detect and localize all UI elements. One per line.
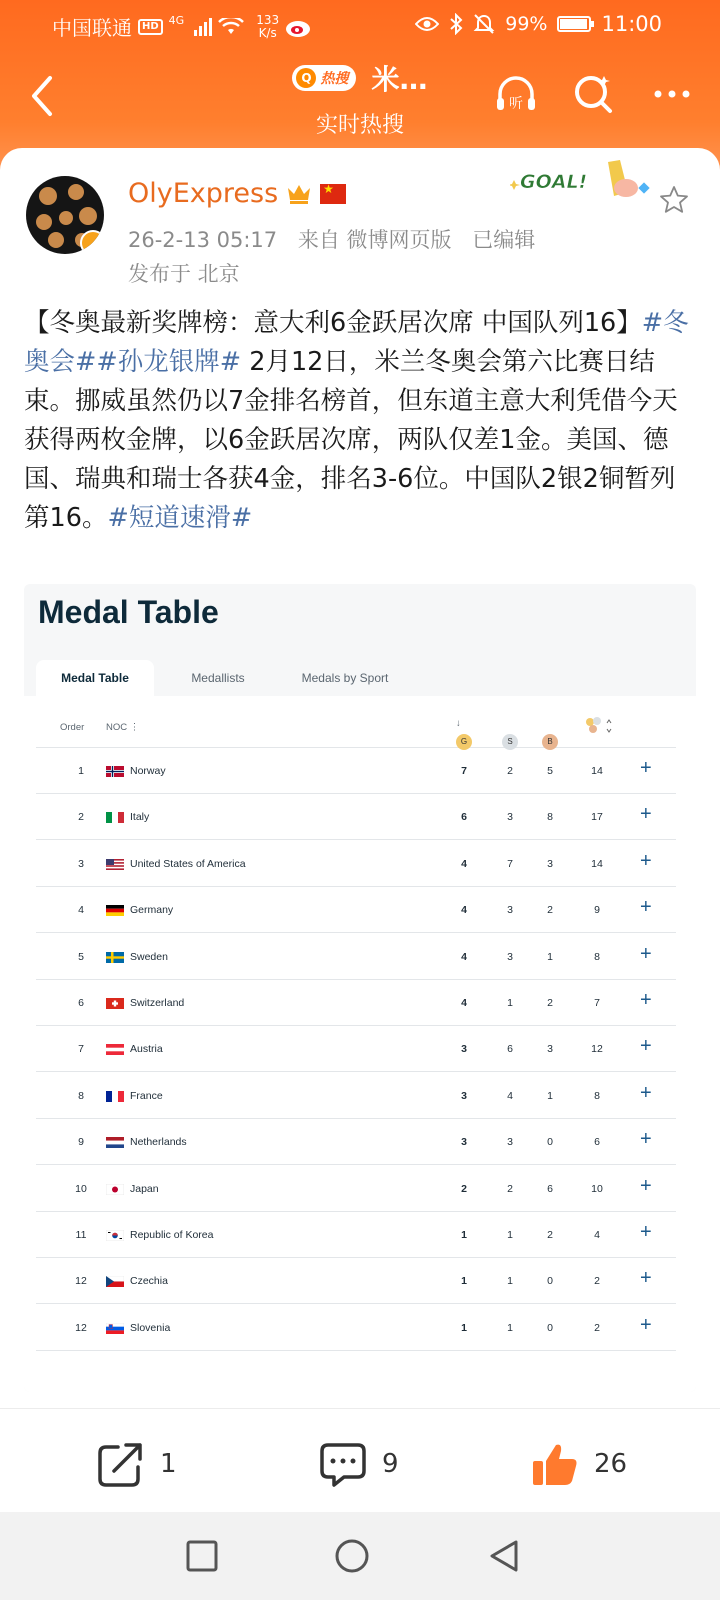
row-bronze: 2: [547, 997, 553, 1009]
italy-flag-icon: [106, 812, 124, 823]
row-total: 14: [591, 765, 603, 777]
weibo-icon: [285, 15, 313, 39]
row-gold: 4: [461, 857, 467, 870]
column-total[interactable]: [584, 716, 614, 739]
network-type: 4G: [168, 14, 185, 27]
row-total: 8: [594, 1089, 600, 1102]
row-silver: 2: [507, 1182, 513, 1195]
row-country: Italy: [130, 811, 150, 824]
battery-icon: [557, 16, 591, 32]
row-order: 6: [78, 997, 84, 1009]
netherlands-flag-icon: [106, 1137, 124, 1148]
row-total: 2: [594, 1275, 600, 1288]
row-country: France: [130, 1089, 163, 1102]
expand-plus-icon[interactable]: +: [640, 942, 652, 965]
row-bronze: 3: [547, 1043, 553, 1056]
username[interactable]: OlyExpress: [128, 178, 279, 209]
hashtag-winter-olympics[interactable]: #冬奥会#: [24, 308, 689, 377]
row-order: 9: [78, 1136, 84, 1149]
row-gold: 1: [461, 1229, 467, 1241]
post-location: 发布于 北京: [128, 262, 240, 286]
vip-crown-icon: [286, 182, 312, 206]
tab-medals-by-sport[interactable]: Medals by Sport: [301, 671, 389, 685]
row-gold: 6: [461, 811, 467, 824]
row-bronze: 2: [547, 1229, 553, 1241]
silver-medal-icon: S: [502, 734, 518, 750]
row-order: 8: [78, 1089, 84, 1102]
search-icon[interactable]: [570, 70, 618, 118]
post-meta: [128, 224, 535, 254]
medal-table-tabs: [36, 660, 682, 696]
row-bronze: 0: [547, 1321, 553, 1334]
row-country: Japan: [130, 1182, 159, 1195]
row-bronze: 2: [547, 904, 553, 917]
row-total: 10: [591, 1182, 603, 1195]
speed-value: 133: [256, 12, 280, 27]
table-row[interactable]: [36, 794, 676, 840]
row-silver: 2: [507, 765, 513, 777]
expand-plus-icon[interactable]: +: [640, 1035, 652, 1058]
table-row[interactable]: [36, 1119, 676, 1165]
row-total: 2: [594, 1321, 600, 1334]
row-gold: 2: [461, 1182, 467, 1195]
row-total: 4: [594, 1229, 600, 1241]
medal-table-body: [24, 696, 696, 1392]
post-body: [24, 304, 696, 538]
battery-percent: 99%: [505, 13, 548, 35]
nav-title: [260, 58, 460, 138]
like-button[interactable]: [530, 1439, 627, 1489]
row-silver: 1: [507, 1321, 513, 1334]
topic-title: 米…: [371, 63, 428, 96]
column-noc[interactable]: NOC ⋮: [106, 722, 140, 733]
mute-icon: [473, 13, 495, 35]
tab-medallists[interactable]: Medallists: [191, 671, 245, 685]
table-row[interactable]: [36, 887, 676, 933]
expand-plus-icon[interactable]: +: [640, 1081, 652, 1104]
row-order: 3: [78, 857, 84, 870]
row-order: 11: [75, 1229, 87, 1241]
row-total: 6: [594, 1136, 600, 1149]
row-country: Austria: [130, 1043, 163, 1056]
network-speed: [256, 14, 279, 40]
row-silver: 3: [507, 811, 513, 824]
column-gold[interactable]: G ↓: [456, 718, 461, 729]
author: [128, 178, 346, 209]
post-headline: 【冬奥最新奖牌榜：意大利6金跃居次席 中国队列16】: [24, 308, 642, 338]
hd-icon: HD: [138, 19, 163, 35]
column-order: Order: [60, 722, 85, 733]
expand-plus-icon[interactable]: +: [640, 803, 652, 826]
korea-flag-icon: [106, 1230, 124, 1241]
row-silver: 3: [507, 1136, 513, 1149]
row-bronze: 0: [547, 1136, 553, 1149]
listen-icon[interactable]: [492, 70, 540, 118]
expand-plus-icon[interactable]: +: [640, 1267, 652, 1290]
table-row[interactable]: [36, 1258, 676, 1304]
row-silver: 3: [507, 950, 513, 963]
row-bronze: 6: [547, 1182, 553, 1195]
post-body-text: 2月12日，米兰冬奥会第六比赛日结束。挪威虽然仍以7金排名榜首，但东道主意大利凭借今天获得两枚金牌，以6金跃居次席，两队仅差1金。美国、德国、瑞典和瑞士各获4金，排名3-6位。中国队2银2铜暂列第16。: [24, 347, 678, 533]
hot-badge-label: 热搜: [320, 71, 349, 87]
row-country: Germany: [130, 904, 174, 917]
medal-table-header: [36, 706, 676, 748]
row-bronze: 1: [547, 950, 553, 963]
row-gold: 3: [461, 1089, 467, 1102]
gold-medal-icon: G: [456, 734, 472, 750]
row-silver: 1: [507, 1275, 513, 1288]
row-country: Slovenia: [130, 1321, 171, 1334]
row-gold: 4: [461, 950, 467, 963]
table-row[interactable]: [36, 841, 676, 887]
france-flag-icon: [106, 1091, 124, 1102]
table-row[interactable]: [36, 748, 676, 794]
hashtag-sun-long[interactable]: #孙龙银牌#: [96, 347, 242, 377]
table-row[interactable]: [36, 934, 676, 980]
repost-icon: [96, 1439, 146, 1489]
listen-label: 听: [509, 96, 523, 112]
more-icon[interactable]: [648, 70, 696, 118]
comment-button[interactable]: [318, 1439, 399, 1489]
row-order: 5: [78, 950, 84, 963]
row-gold: 1: [461, 1275, 467, 1288]
row-total: 12: [591, 1043, 603, 1056]
system-nav-bar: [0, 1512, 720, 1600]
japan-flag-icon: [106, 1184, 124, 1195]
like-count: 26: [594, 1449, 628, 1479]
table-row[interactable]: [36, 1166, 676, 1212]
wifi-icon: [218, 18, 244, 36]
post-card: [0, 148, 720, 1408]
row-total: 17: [591, 811, 603, 824]
row-country: Czechia: [130, 1275, 168, 1288]
total-medals-icon: [584, 716, 614, 736]
row-country: Switzerland: [130, 997, 185, 1009]
row-gold: 7: [461, 765, 467, 777]
edited-label[interactable]: 已编辑: [472, 228, 536, 252]
verified-badge-icon: [80, 230, 104, 254]
row-order: 12: [75, 1321, 87, 1334]
germany-flag-icon: [106, 905, 124, 916]
row-order: 12: [75, 1275, 87, 1288]
recent-apps-icon[interactable]: [184, 1538, 220, 1574]
expand-plus-icon[interactable]: +: [640, 1221, 652, 1243]
table-row[interactable]: [36, 980, 676, 1026]
row-total: 7: [594, 997, 600, 1009]
search-icon: Q: [296, 68, 316, 88]
expand-plus-icon[interactable]: +: [640, 1128, 652, 1151]
row-gold: 1: [461, 1321, 467, 1334]
action-bar: [0, 1408, 720, 1512]
row-silver: 1: [507, 1229, 513, 1241]
china-flag-icon: [320, 184, 346, 204]
row-total: 9: [594, 904, 600, 917]
row-bronze: 0: [547, 1275, 553, 1288]
row-silver: 1: [507, 997, 513, 1009]
row-bronze: 3: [547, 857, 553, 870]
row-order: 2: [78, 811, 84, 824]
thumbs-up-icon: [530, 1439, 580, 1489]
medal-table-title: Medal Table: [38, 594, 219, 630]
back-icon[interactable]: [24, 72, 64, 120]
row-total: 8: [594, 950, 600, 963]
row-gold: 4: [461, 997, 467, 1009]
speed-unit: K/s: [258, 25, 277, 40]
row-order: 7: [78, 1043, 84, 1056]
goal-sticker: [510, 158, 660, 208]
row-bronze: 1: [547, 1089, 553, 1102]
hot-search-badge: [292, 65, 356, 91]
repost-button[interactable]: [96, 1439, 177, 1489]
row-country: Netherlands: [130, 1136, 187, 1149]
favorite-star-icon[interactable]: [658, 184, 690, 216]
row-country: Republic of Korea: [130, 1229, 214, 1241]
row-gold: 3: [461, 1043, 467, 1056]
row-gold: 4: [461, 904, 467, 917]
row-order: 10: [75, 1182, 87, 1195]
row-silver: 6: [507, 1043, 513, 1056]
post-source: 来自 微博网页版: [297, 228, 452, 252]
table-row[interactable]: [36, 1073, 676, 1119]
repost-count: 1: [160, 1449, 177, 1479]
table-row[interactable]: [36, 1305, 676, 1351]
expand-plus-icon[interactable]: +: [640, 1174, 652, 1197]
expand-plus-icon[interactable]: +: [640, 1313, 652, 1336]
bluetooth-icon: [449, 13, 463, 35]
clock: 11:00: [601, 12, 662, 36]
row-silver: 4: [507, 1089, 513, 1102]
row-country: Sweden: [130, 950, 168, 963]
nav-subtitle: 实时热搜: [315, 113, 404, 138]
switzerland-flag-icon: [106, 998, 124, 1009]
row-silver: 7: [507, 857, 513, 870]
signal-icon: [194, 18, 212, 36]
status-bar: [0, 0, 720, 50]
bronze-medal-icon: B: [542, 734, 558, 750]
row-gold: 3: [461, 1136, 467, 1149]
row-country: United States of America: [130, 857, 246, 870]
home-icon[interactable]: [334, 1538, 370, 1574]
comment-count: 9: [382, 1449, 399, 1479]
sweden-flag-icon: [106, 952, 124, 963]
medal-table-image[interactable]: [24, 584, 696, 1392]
norway-flag-icon: [106, 766, 124, 777]
post-date: 26-2-13 05:17: [128, 228, 278, 252]
expand-plus-icon[interactable]: +: [640, 896, 652, 919]
table-row[interactable]: [36, 1026, 676, 1072]
austria-flag-icon: [106, 1044, 124, 1055]
expand-plus-icon[interactable]: +: [640, 849, 652, 872]
hashtag-short-track[interactable]: #短道速滑#: [107, 503, 253, 533]
row-order: 4: [78, 904, 84, 917]
tab-medal-table[interactable]: Medal Table: [36, 660, 154, 696]
eye-icon: [415, 16, 439, 32]
row-bronze: 5: [547, 765, 553, 777]
table-row[interactable]: [36, 1212, 676, 1258]
expand-plus-icon[interactable]: +: [640, 757, 652, 779]
goal-text: GOAL!: [520, 171, 588, 193]
row-order: 1: [78, 765, 84, 777]
usa-flag-icon: [106, 859, 124, 870]
row-total: 14: [591, 857, 603, 870]
czechia-flag-icon: [106, 1276, 124, 1287]
slovenia-flag-icon: [106, 1323, 124, 1334]
carrier-name: 中国联通: [52, 16, 132, 40]
back-nav-icon[interactable]: [486, 1538, 522, 1574]
avatar[interactable]: [26, 176, 104, 254]
row-country: Norway: [130, 765, 166, 777]
row-bronze: 8: [547, 811, 553, 824]
comment-icon: [318, 1439, 368, 1489]
row-silver: 3: [507, 904, 513, 917]
expand-plus-icon[interactable]: +: [640, 989, 652, 1011]
